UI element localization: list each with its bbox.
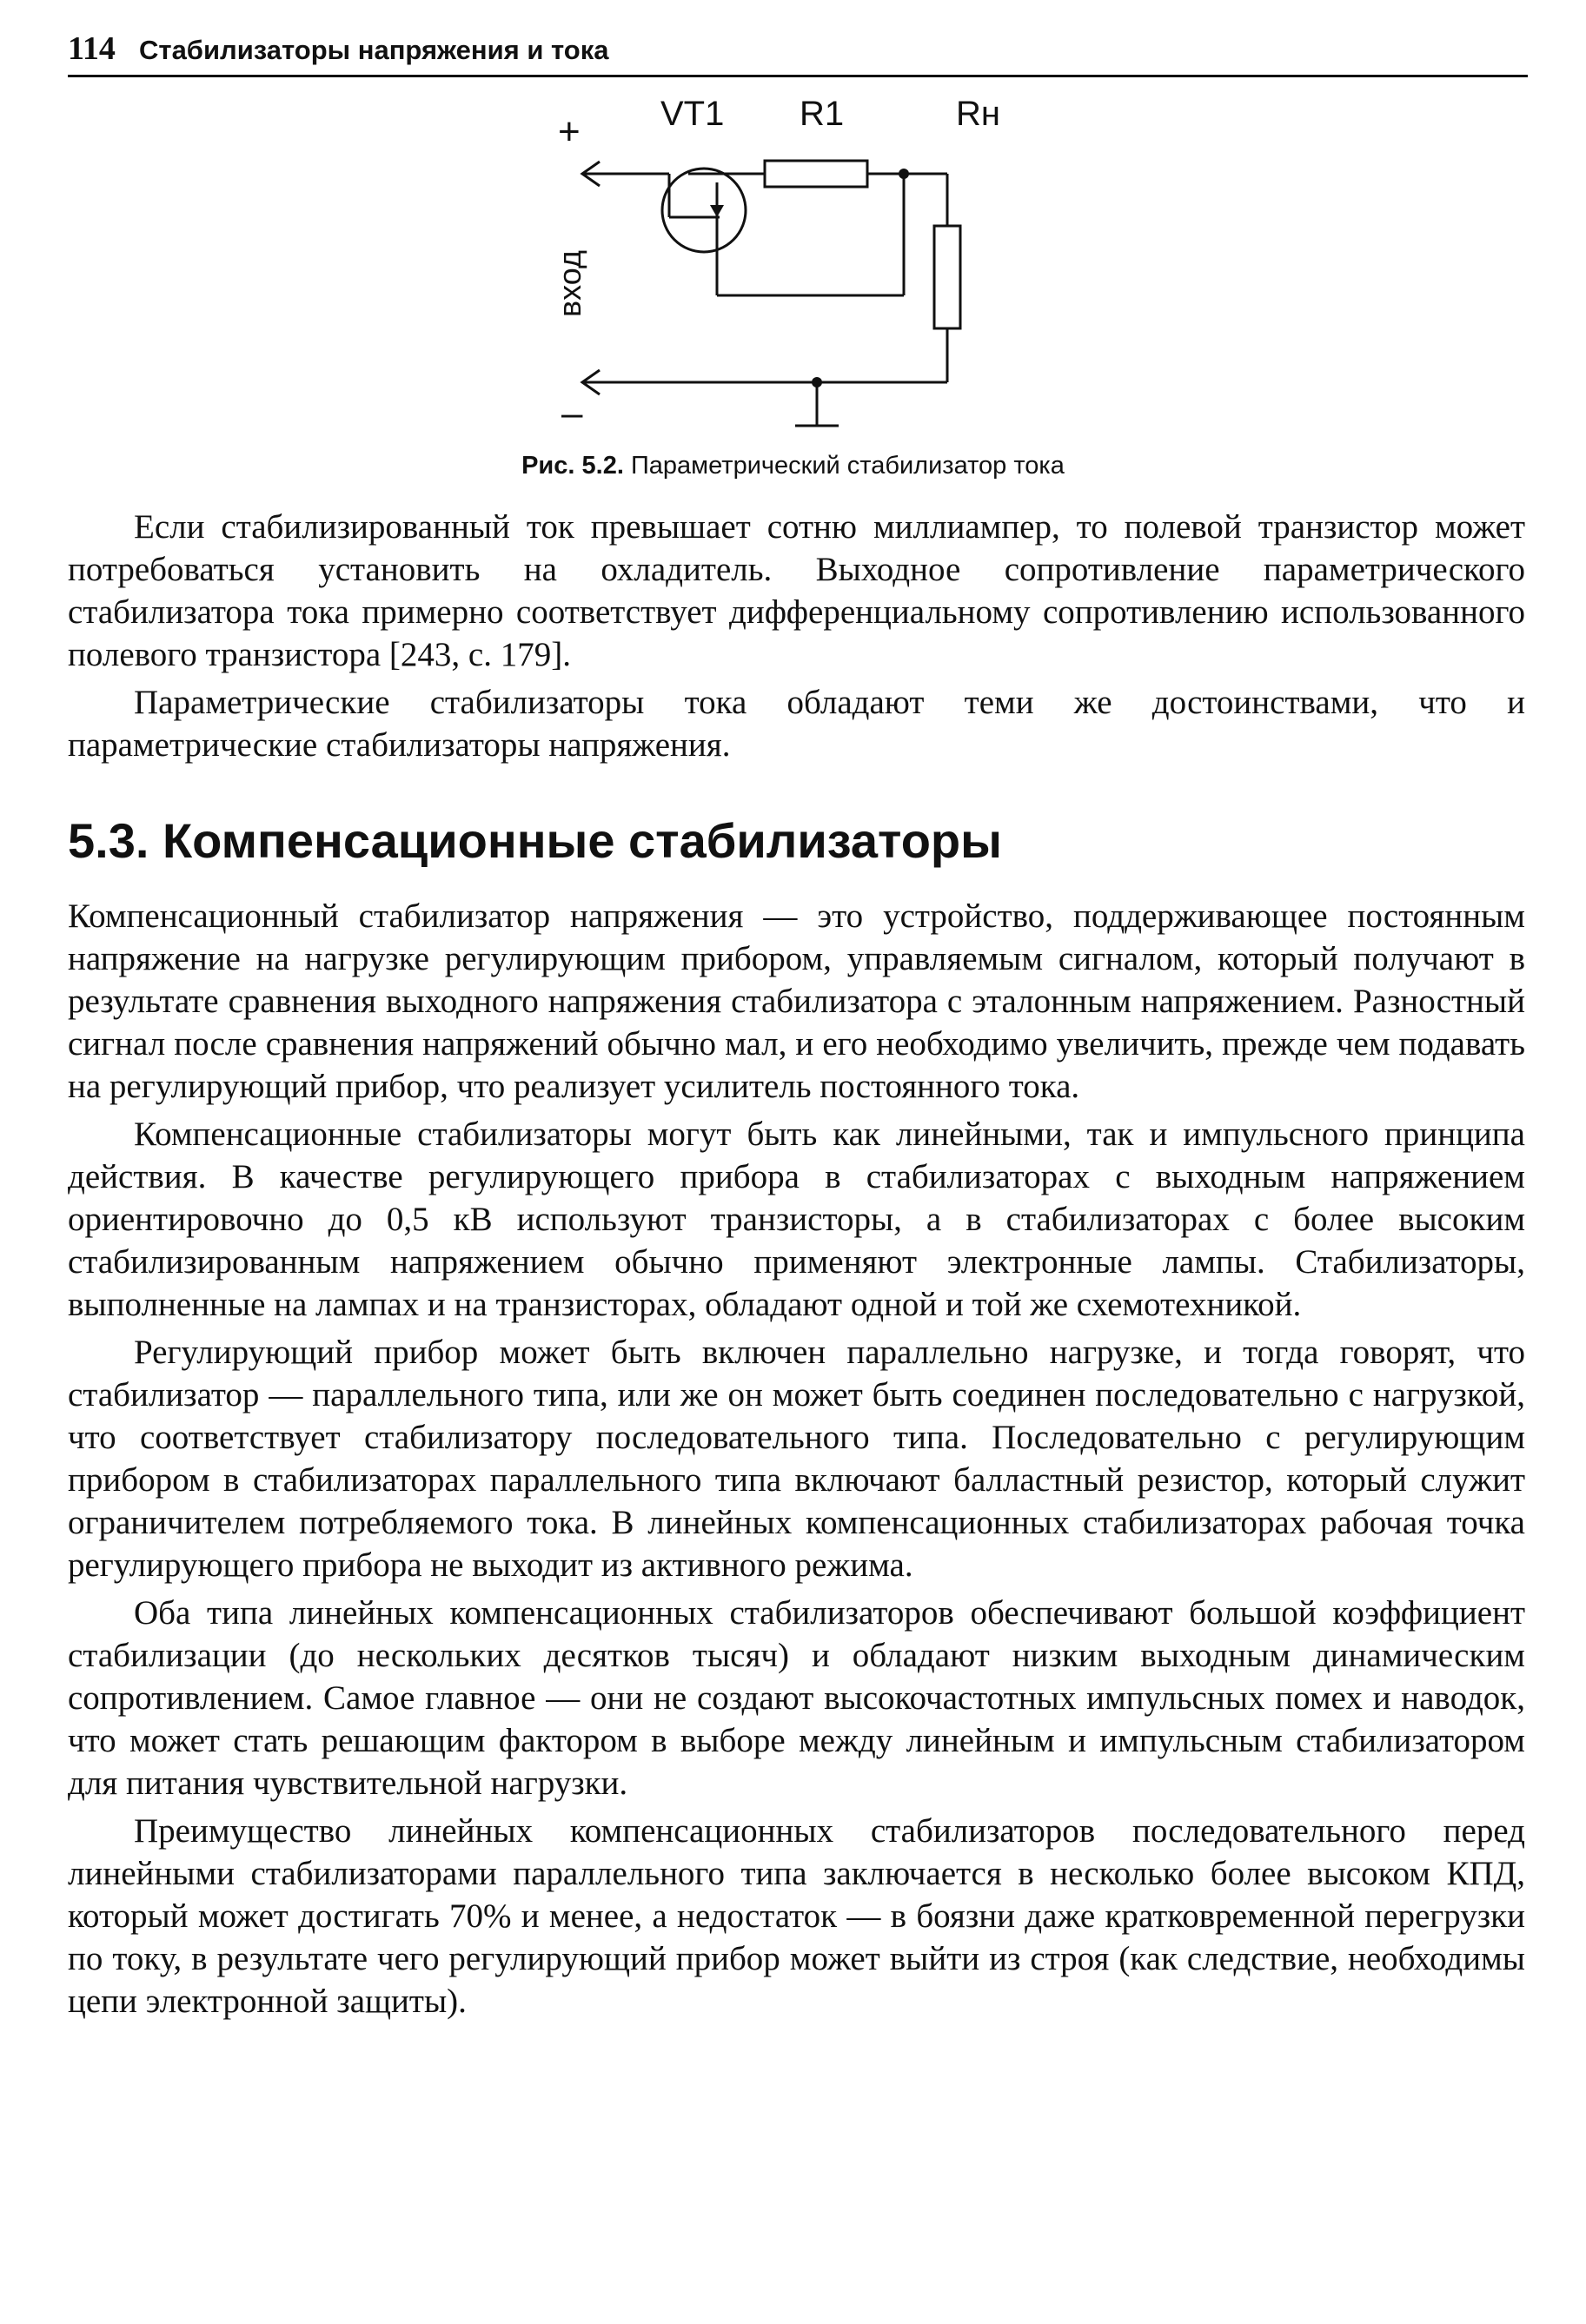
junction-bottom <box>812 377 822 387</box>
paragraph: Оба типа линейных компенсационных стабилизаторов обеспечивают большой коэффициент стабилизации (до нескольких десятков тысяч) и обладают низким выходным динамическим сопротивлением. Самое главное — они не создают высокочастотных импульсных помех и наводок, что может стать решающим фактором в выборе между линейным и импульсным стабилизатором для питания чувствительной нагрузки. <box>68 1594 1525 1802</box>
paragraph: Если стабилизированный ток превышает сотню миллиампер, то полевой транзистор может потребоваться установить на охладитель. Выходное сопротивление параметрического стабилизатора тока примерно соответствует дифференциальному сопротивлению использованного полевого транзистора [243, с. 179]. <box>68 508 1525 673</box>
label-rn: Rн <box>956 95 1000 133</box>
running-title: Стабилизаторы напряжения и тока <box>139 35 609 65</box>
section-body <box>68 895 1525 2023</box>
label-r1: R1 <box>800 95 845 133</box>
label-vt1: VT1 <box>660 95 725 133</box>
paragraph: Компенсационные стабилизаторы могут быть как линейными, так и импульсного принципа действия. В качестве регулирующего прибора в стабилизаторах с выходным напряжением ориентировочно до 0,5 кВ используют транзисторы, а в стабилизаторах с более высоким стабилизированным напряжением обычно применяют электронные лампы. Стабилизаторы, выполненные на лампах и на транзисторах, обладают одной и той же схемотехникой. <box>68 1116 1525 1323</box>
page-number: 114 <box>68 30 116 67</box>
section-heading: 5.3. Компенсационные стабилизаторы <box>68 813 1002 868</box>
paragraph: Параметрические стабилизаторы тока обладают теми же достоинствами, что и параметрические стабилизаторы напряжения. <box>68 684 1525 764</box>
paragraph: Преимущество линейных компенсационных стабилизаторов последовательного перед линейными стабилизаторами параллельного типа заключается в несколько более высоком КПД, который может достигать 70% и менее, а недостаток — в боязни даже кратковременной перегрузки по току, в результате чего регулирующий прибор может выйти из строя (как следствие, необходимы цепи электронной защиты). <box>68 1812 1525 2020</box>
running-header <box>68 26 1528 77</box>
paragraph: Компенсационный стабилизатор напряжения — это устройство, поддерживающее постоянным напряжение на нагрузке регулирующим прибором, управляемым сигналом, который получают в результате сравнения выходного напряжения стабилизатора с эталонным напряжением. Разностный сигнал после сравнения напряжений обычно мал, и его необходимо увеличить, прежде чем подавать на регулирующий прибор, что реализует усилитель постоянного тока. <box>68 897 1525 1105</box>
fet-gate-arrow <box>710 205 724 217</box>
label-input: вход <box>552 250 587 317</box>
label-plus: + <box>558 110 581 153</box>
resistor-rn <box>934 226 960 328</box>
junction-top <box>899 169 909 179</box>
current-stabilizer-schematic <box>539 87 1078 443</box>
label-minus: – <box>561 392 583 434</box>
circuit-figure <box>539 87 1078 443</box>
figure-caption <box>0 452 1586 480</box>
resistor-r1 <box>765 161 867 187</box>
caption-label: Рис. 5.2. <box>521 452 624 480</box>
intro-text <box>68 506 1525 766</box>
paragraph: Регулирующий прибор может быть включен параллельно нагрузке, и тогда говорят, что стабилизатор — параллельного типа, или же он может быть соединен последовательно с нагрузкой, что соответствует стабилизатору последовательного типа. Последовательно с регулирующим прибором в стабилизаторах параллельного типа включают балластный резистор, который служит ограничителем потребляемого тока. В линейных компенсационных стабилизаторах рабочая точка регулирующего прибора не выходит из активного режима. <box>68 1334 1525 1584</box>
fet-body <box>662 169 746 252</box>
caption-text: Параметрический стабилизатор тока <box>630 452 1065 480</box>
